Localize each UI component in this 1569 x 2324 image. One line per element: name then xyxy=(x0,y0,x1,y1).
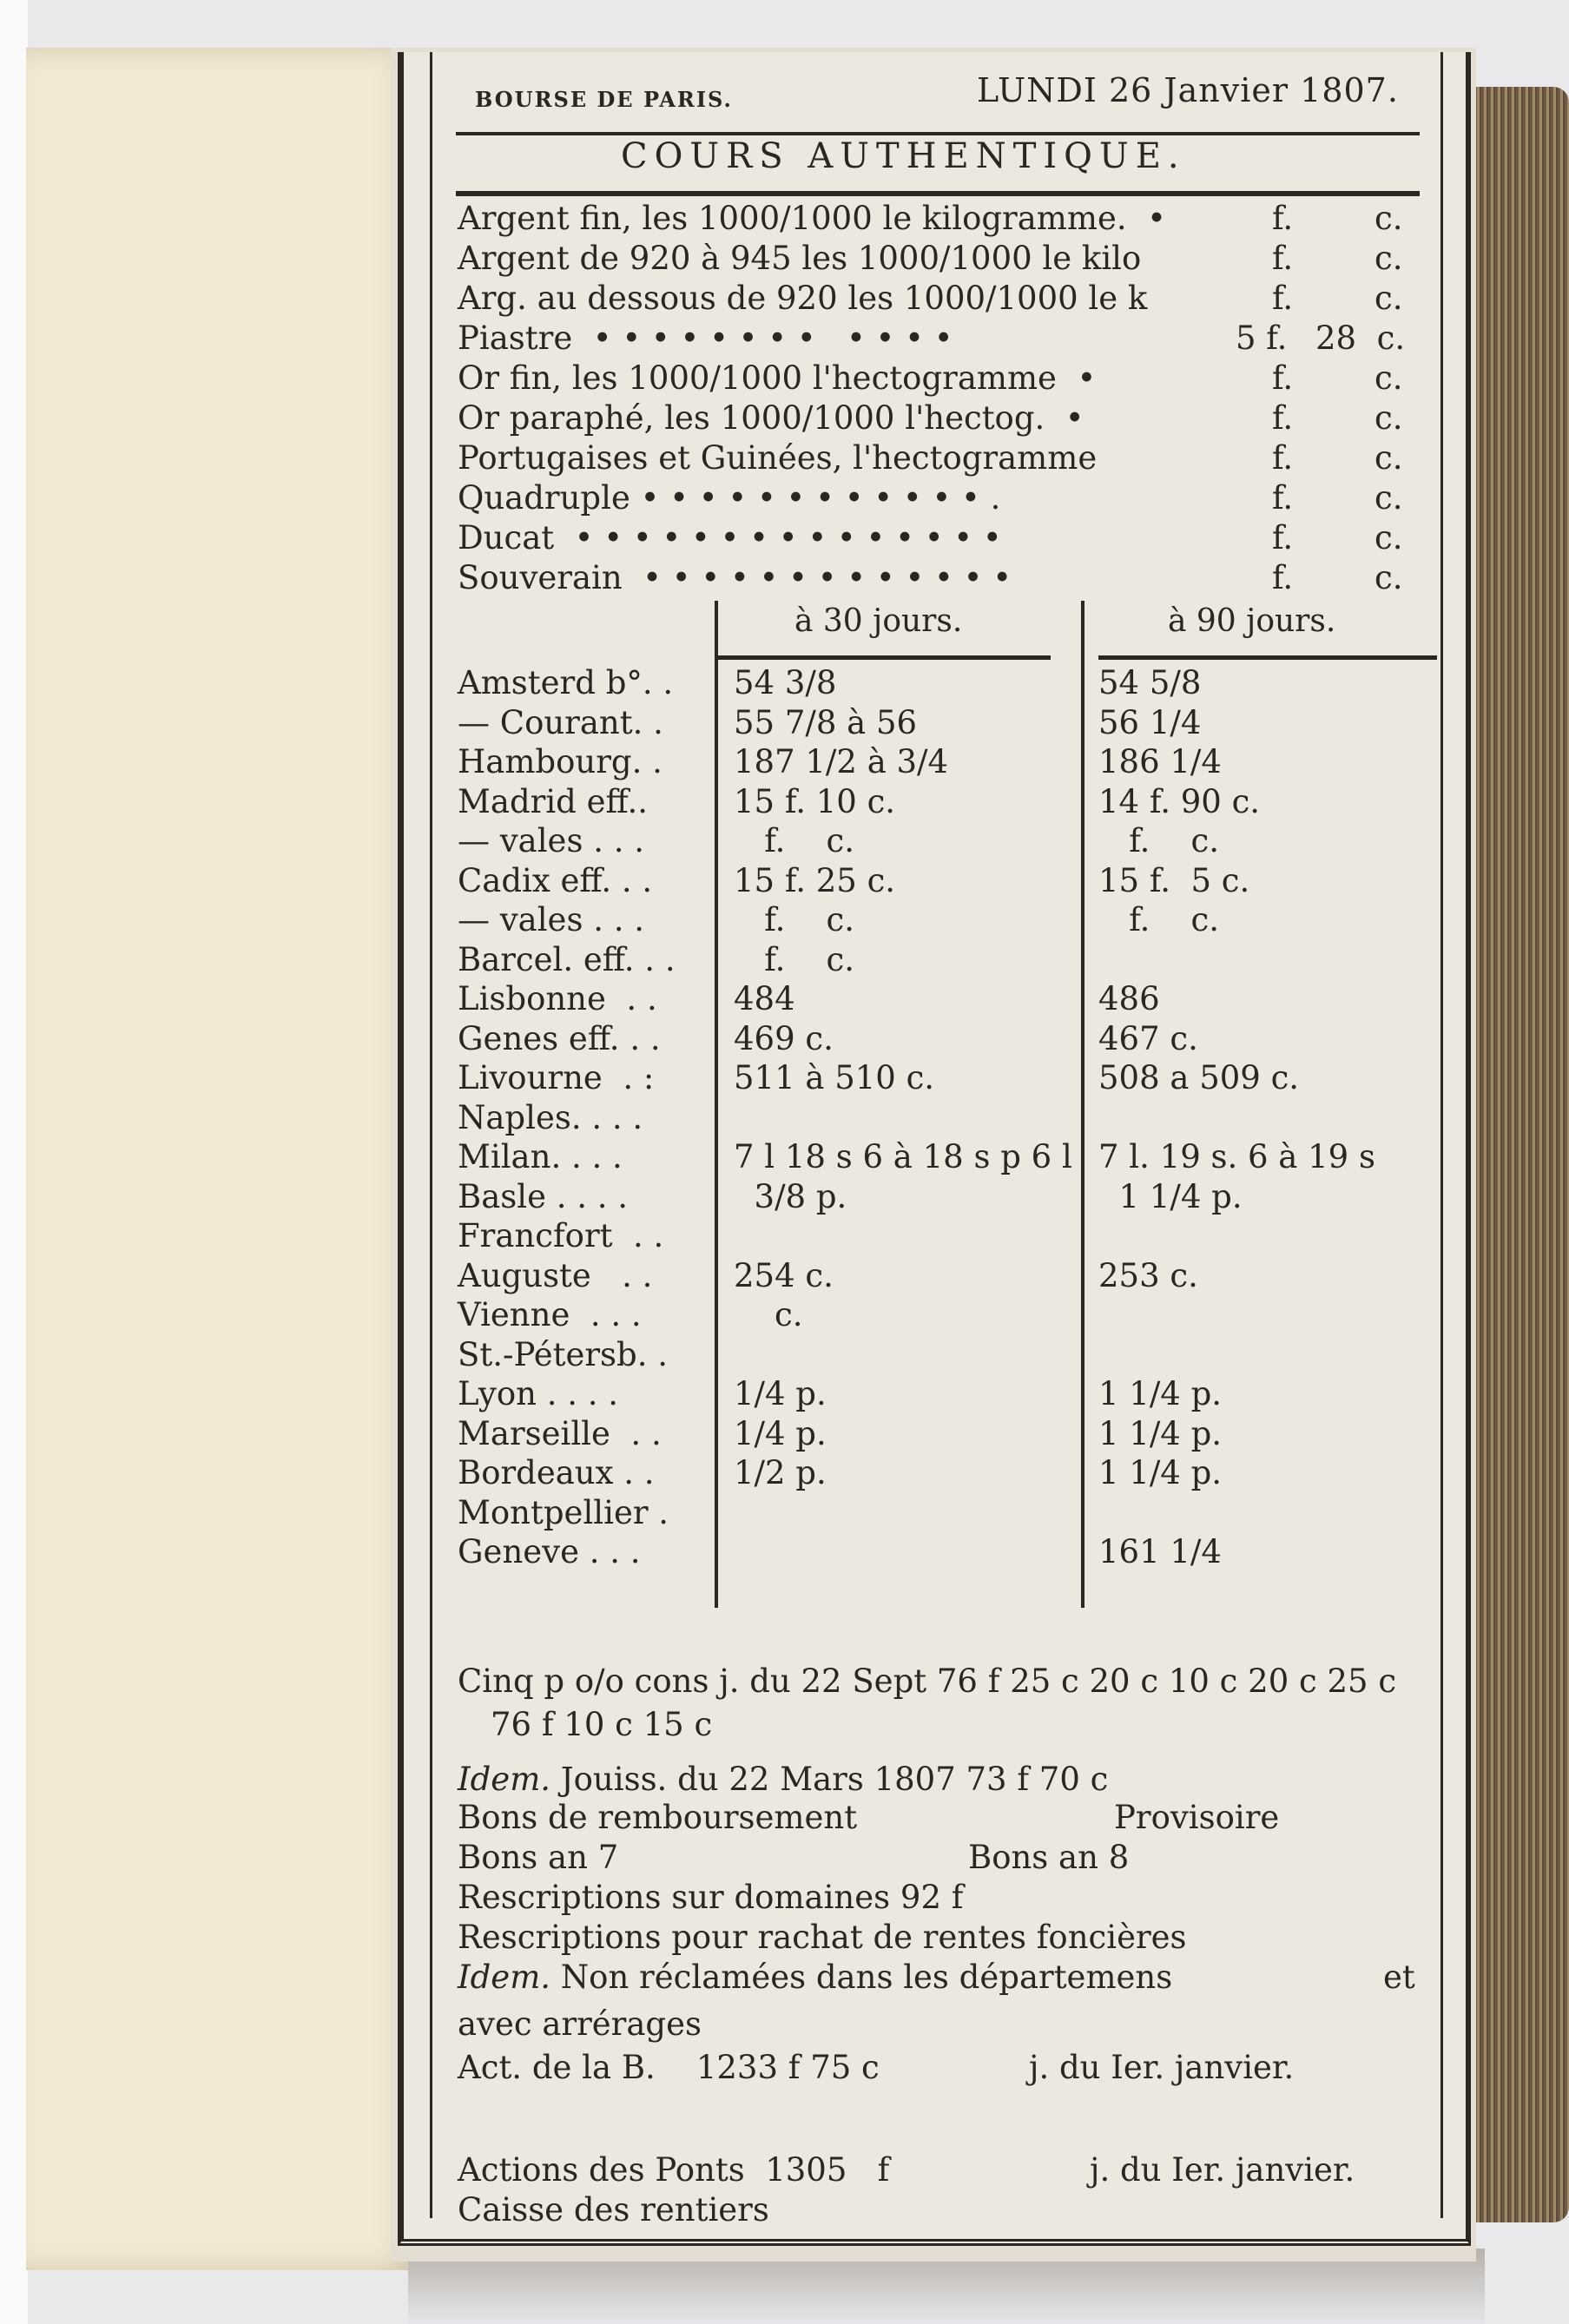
header-date: LUNDI 26 Janvier 1807. xyxy=(977,71,1399,109)
rate-30-days: f. c. xyxy=(734,822,854,859)
cinq-pour-cent-cont: 76 f 10 c 15 c xyxy=(491,1706,713,1743)
exchange-place: Amsterd b°. . xyxy=(458,664,674,701)
rate-30-days: 1/4 p. xyxy=(734,1415,827,1452)
metal-c: 28 c. xyxy=(1315,319,1406,357)
actions-ponts-date: j. du Ier. janvier. xyxy=(1090,2151,1355,2189)
header-bourse: BOURSE DE PARIS. xyxy=(475,87,733,112)
cinq-pour-cent: Cinq p o/o cons j. du 22 Sept 76 f 25 c 20 c 10 c 20 c 25 c xyxy=(458,1662,1397,1700)
rate-30-days: c. xyxy=(734,1296,803,1333)
column-divider-left xyxy=(715,601,718,1608)
header-90-days: à 90 jours. xyxy=(1168,603,1336,639)
exchange-place: Vienne . . . xyxy=(458,1296,642,1333)
printed-leaf xyxy=(398,52,1471,2246)
metal-f: f. xyxy=(1272,439,1294,477)
metal-label: Portugaises et Guinées, l'hectogramme xyxy=(458,439,1098,477)
metal-label: Or paraphé, les 1000/1000 l'hectog. • xyxy=(458,399,1084,437)
idem-label: Idem. xyxy=(458,1959,551,1996)
rate-30-days: 55 7/8 à 56 xyxy=(734,704,918,741)
exchange-place: — vales . . . xyxy=(458,901,645,938)
header-30-days: à 30 jours. xyxy=(794,603,963,639)
metal-label: Arg. au dessous de 920 les 1000/1000 le k xyxy=(458,280,1148,317)
actions-ponts: Actions des Ponts 1305 f xyxy=(458,2151,890,2189)
metal-c: c. xyxy=(1375,200,1403,237)
idem-text: Non réclamées dans les départemens xyxy=(550,1959,1173,1996)
metal-c: c. xyxy=(1375,240,1403,277)
exchange-place: Marseille . . xyxy=(458,1415,662,1452)
et-word: et xyxy=(1383,1959,1415,1996)
rate-90-days: 1 1/4 p. xyxy=(1098,1375,1223,1412)
exchange-place: Cadix eff. . . xyxy=(458,862,653,899)
rate-30-days: 15 f. 10 c. xyxy=(734,783,896,820)
rate-90-days: 253 c. xyxy=(1098,1257,1198,1294)
metal-c: c. xyxy=(1375,280,1403,317)
rate-30-days: 54 3/8 xyxy=(734,664,837,701)
column-divider-right xyxy=(1081,601,1084,1608)
rate-90-days: 486 xyxy=(1098,980,1160,1017)
page-edges-stack xyxy=(1467,87,1569,2222)
rate-30-days: 187 1/2 à 3/4 xyxy=(734,743,949,780)
actions-banque-date: j. du Ier. janvier. xyxy=(1029,2049,1295,2086)
metal-c: c. xyxy=(1375,479,1403,517)
rate-90-days: 7 l. 19 s. 6 à 19 s xyxy=(1098,1138,1375,1175)
rate-90-days: 1 1/4 p. xyxy=(1098,1178,1243,1215)
rate-30-days: 484 xyxy=(734,980,795,1017)
metal-f: f. xyxy=(1272,359,1294,397)
rate-90-days: 161 1/4 xyxy=(1098,1533,1222,1570)
exchange-place: Genes eff. . . xyxy=(458,1020,661,1057)
idem-text: Jouiss. du 22 Mars 1807 73 f 70 c xyxy=(550,1761,1109,1798)
rate-90-days: 14 f. 90 c. xyxy=(1098,783,1261,820)
rescriptions-rachat: Rescriptions pour rachat de rentes foncières xyxy=(458,1919,1187,1956)
metal-label: Argent fin, les 1000/1000 le kilogramme. • xyxy=(458,200,1166,237)
exchange-place: Hambourg. . xyxy=(458,743,663,780)
metal-f: f. xyxy=(1272,280,1294,317)
metal-f: f. xyxy=(1272,200,1294,237)
exchange-place: Basle . . . . xyxy=(458,1178,629,1215)
rate-90-days: 186 1/4 xyxy=(1098,743,1222,780)
exchange-place: Geneve . . . xyxy=(458,1533,641,1570)
exchange-place: St.-Pétersb. . xyxy=(458,1336,669,1373)
rate-30-days: f. c. xyxy=(734,941,854,978)
rate-90-days: 1 1/4 p. xyxy=(1098,1454,1223,1491)
idem-label: Idem. xyxy=(458,1761,551,1798)
bons-an-8: Bons an 8 xyxy=(968,1839,1130,1876)
metal-label: Piastre • • • • • • • • • • • • xyxy=(458,319,953,357)
metal-c: c. xyxy=(1375,559,1403,596)
metal-label: Ducat • • • • • • • • • • • • • • • xyxy=(458,519,1002,556)
metal-f: f. xyxy=(1272,559,1294,596)
exchange-place: Montpellier . xyxy=(458,1494,669,1531)
metal-label: Or fin, les 1000/1000 l'hectogramme • xyxy=(458,359,1097,397)
rate-90-days: f. c. xyxy=(1098,901,1219,938)
rate-30-days: 15 f. 25 c. xyxy=(734,862,896,899)
avec-arrerages: avec arrérages xyxy=(458,2005,702,2043)
rate-90-days: 54 5/8 xyxy=(1098,664,1202,701)
exchange-place: Bordeaux . . xyxy=(458,1454,655,1491)
exchange-place: Lisbonne . . xyxy=(458,980,657,1017)
exchange-place: Lyon . . . . xyxy=(458,1375,619,1412)
rate-90-days: 15 f. 5 c. xyxy=(1098,862,1250,899)
idem-non-reclamees xyxy=(458,1959,1172,1996)
page-edge xyxy=(0,0,28,2324)
exchange-place: Milan. . . . xyxy=(458,1138,623,1175)
exchange-place: Barcel. eff. . . xyxy=(458,941,676,978)
blank-left-page xyxy=(26,48,417,2270)
rate-30-days: 1/2 p. xyxy=(734,1454,827,1491)
exchange-place: Francfort . . xyxy=(458,1217,664,1254)
exchange-place: — vales . . . xyxy=(458,822,645,859)
rate-30-days: 1/4 p. xyxy=(734,1375,827,1412)
idem-jouissance xyxy=(458,1761,1108,1798)
rate-90-days: 1 1/4 p. xyxy=(1098,1415,1223,1452)
metal-c: c. xyxy=(1375,519,1403,556)
rate-30-days: f. c. xyxy=(734,901,854,938)
metal-c: c. xyxy=(1375,359,1403,397)
metal-f: f. xyxy=(1272,399,1294,437)
rate-90-days: 56 1/4 xyxy=(1098,704,1202,741)
metal-f: 5 f. xyxy=(1236,319,1288,357)
caisse-rentiers: Caisse des rentiers xyxy=(458,2191,769,2229)
rate-30-days: 511 à 510 c. xyxy=(734,1059,935,1096)
header-90-rule xyxy=(1098,655,1437,660)
metal-c: c. xyxy=(1375,439,1403,477)
exchange-place: Livourne . : xyxy=(458,1059,655,1096)
metal-f: f. xyxy=(1272,479,1294,517)
title-rule xyxy=(456,191,1420,196)
rate-30-days: 7 l 18 s 6 à 18 s p 6 l xyxy=(734,1138,1072,1175)
rate-30-days: 3/8 p. xyxy=(734,1178,847,1215)
exchange-place: — Courant. . xyxy=(458,704,663,741)
rate-90-days: f. c. xyxy=(1098,822,1219,859)
rate-90-days: 508 a 509 c. xyxy=(1098,1059,1300,1096)
header-30-rule xyxy=(716,655,1051,660)
metal-f: f. xyxy=(1272,240,1294,277)
metal-label: Souverain • • • • • • • • • • • • • xyxy=(458,559,1012,596)
provisoire: Provisoire xyxy=(1114,1799,1280,1836)
rate-30-days: 254 c. xyxy=(734,1257,834,1294)
exchange-place: Naples. . . . xyxy=(458,1099,643,1136)
rate-30-days: 469 c. xyxy=(734,1020,834,1057)
rate-90-days: 467 c. xyxy=(1098,1020,1198,1057)
metal-c: c. xyxy=(1375,399,1403,437)
bons-remboursement: Bons de remboursement xyxy=(458,1799,858,1836)
metal-label: Quadruple • • • • • • • • • • • • . xyxy=(458,479,1001,517)
rescriptions-domaines: Rescriptions sur domaines 92 f xyxy=(458,1879,964,1916)
header-rule xyxy=(456,132,1420,135)
exchange-place: Auguste . . xyxy=(458,1257,653,1294)
page-title: COURS AUTHENTIQUE. xyxy=(621,136,1186,176)
exchange-place: Madrid eff.. xyxy=(458,783,648,820)
actions-banque: Act. de la B. 1233 f 75 c xyxy=(458,2049,880,2086)
metal-f: f. xyxy=(1272,519,1294,556)
bons-an-7: Bons an 7 xyxy=(458,1839,619,1876)
metal-label: Argent de 920 à 945 les 1000/1000 le kilo xyxy=(458,240,1142,277)
